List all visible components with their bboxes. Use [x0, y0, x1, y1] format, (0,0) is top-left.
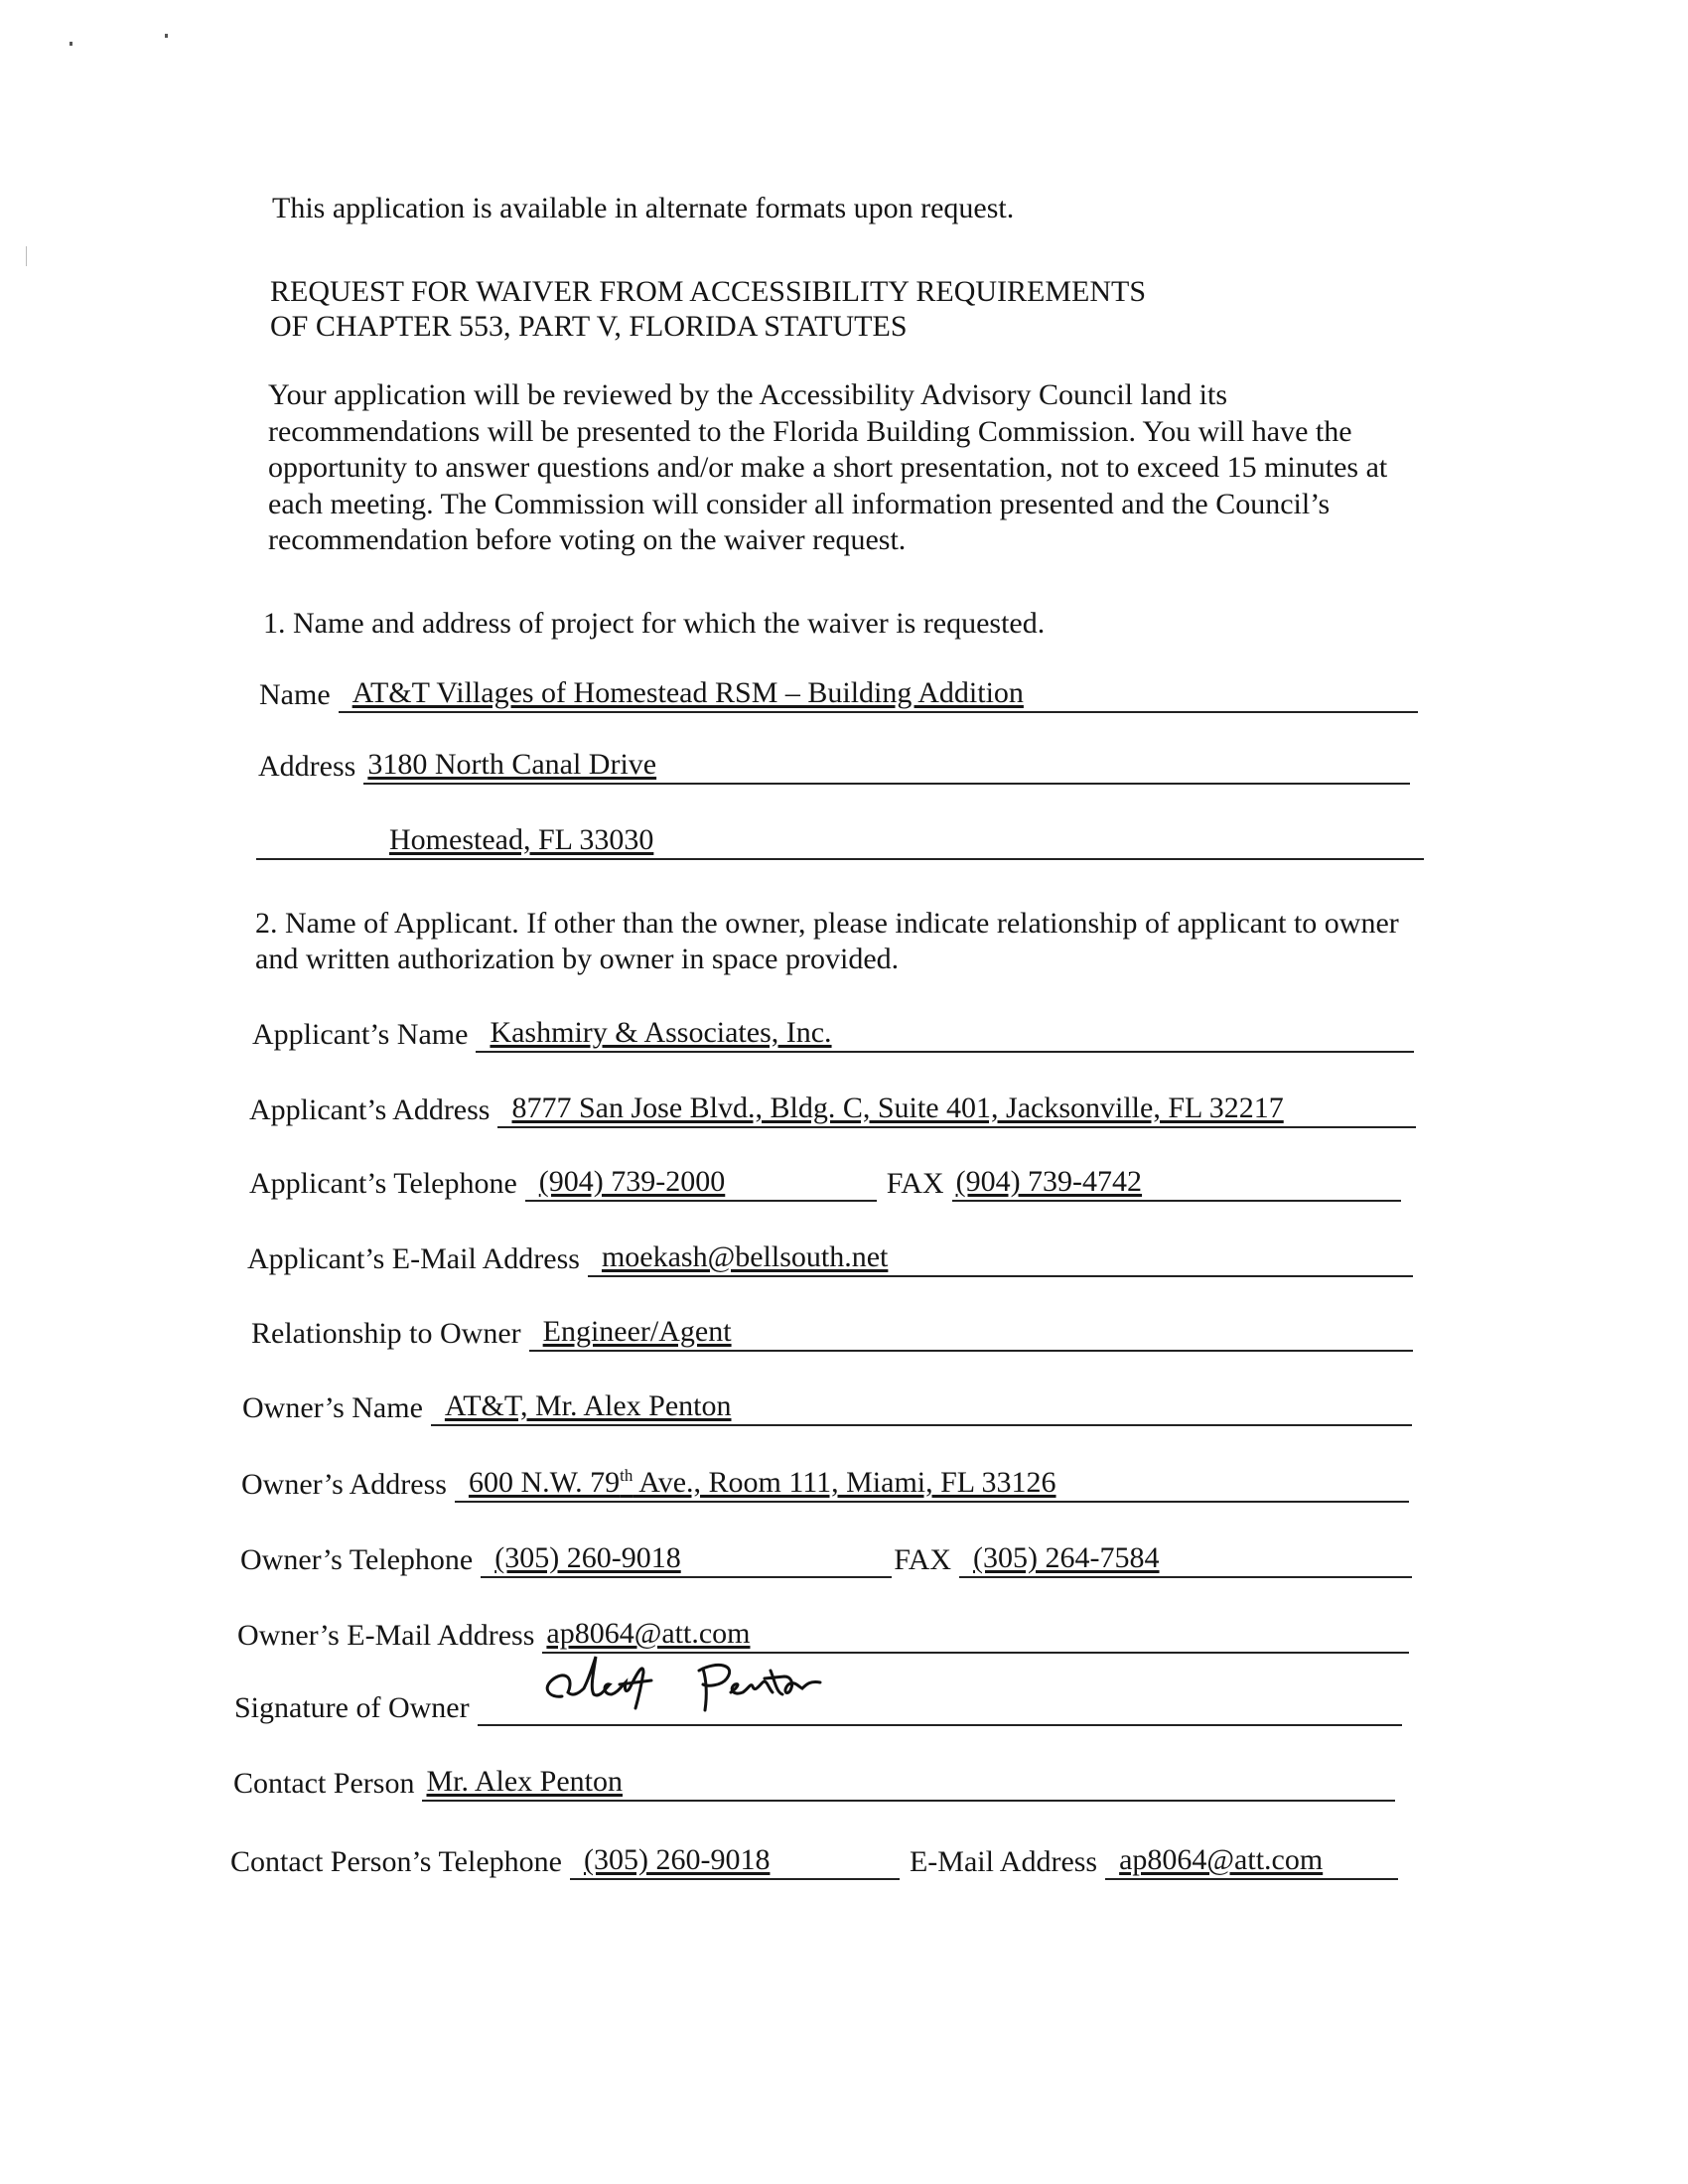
contact-person-line [422, 1764, 1395, 1802]
alternate-format-notice: This application is available in alternate formats upon request. [272, 192, 1015, 224]
applicant-phone-field[interactable] [525, 1164, 877, 1202]
scan-mark [26, 246, 27, 266]
project-address-field[interactable] [258, 747, 1410, 785]
contact-email-value: ap8064@att.com [1119, 1843, 1324, 1876]
applicant-name-value: Kashmiry & Associates, Inc. [490, 1016, 832, 1049]
owner-signature [532, 1649, 870, 1718]
owner-phone-value: (305) 260-9018 [494, 1541, 681, 1574]
owner-address-field[interactable] [241, 1465, 1409, 1503]
form-title-line2: OF CHAPTER 553, PART V, FLORIDA STATUTES [270, 310, 908, 343]
section1-heading: 1. Name and address of project for which the waiver is requested. [263, 607, 1046, 640]
applicant-address-field[interactable] [249, 1091, 1416, 1128]
relationship-label: Relationship to Owner [251, 1317, 521, 1350]
applicant-fax-label: FAX [886, 1167, 944, 1200]
owner-fax-value: (305) 264-7584 [973, 1541, 1160, 1574]
owner-phone-label: Owner’s Telephone [240, 1543, 474, 1576]
project-name-label: Name [259, 678, 331, 711]
owner-address-ordinal: th [620, 1466, 633, 1485]
applicant-fax-field[interactable] [952, 1164, 1401, 1202]
project-name-line [339, 675, 1418, 713]
relationship-line [529, 1314, 1413, 1352]
owner-name-label: Owner’s Name [242, 1391, 423, 1424]
project-address-line2: Homestead, FL 33030 [389, 823, 654, 856]
owner-name-line [431, 1388, 1412, 1426]
contact-phone-label: Contact Person’s Telephone [230, 1845, 562, 1878]
contact-phone-field[interactable] [570, 1842, 900, 1880]
owner-address-value-rest: Ave., Room 111, Miami, FL 33126 [633, 1466, 1056, 1499]
applicant-name-line [476, 1015, 1414, 1053]
scan-speck [70, 42, 72, 46]
applicant-address-label: Applicant’s Address [249, 1093, 491, 1126]
owner-address-label: Owner’s Address [241, 1468, 447, 1501]
intro-paragraph: Your application will be reviewed by the Accessibility Advisory Council land its recommendations will be presented to the Florida Building Commission. You will have the opportunity to answer questions and/or make a short presentation, not to exceed 15 minutes at each meeting. The Commission will consider all information presented and the Council’s recommendation before voting on the waiver request. [268, 378, 1388, 556]
applicant-email-label: Applicant’s E-Mail Address [247, 1242, 580, 1275]
applicant-phone-label: Applicant’s Telephone [249, 1167, 517, 1200]
owner-name-value: AT&T, Mr. Alex Penton [444, 1389, 732, 1422]
applicant-phone-value: (904) 739-2000 [538, 1165, 726, 1198]
applicant-name-field[interactable] [252, 1015, 1414, 1053]
applicant-email-field[interactable] [247, 1239, 1413, 1277]
project-address-line1: 3180 North Canal Drive [367, 748, 657, 781]
contact-person-value: Mr. Alex Penton [426, 1765, 623, 1798]
signature-line [478, 1688, 1402, 1726]
owner-signature-field[interactable] [234, 1688, 1402, 1726]
owner-phone-row [240, 1540, 1412, 1578]
contact-email-label: E-Mail Address [909, 1845, 1098, 1878]
applicant-email-value: moekash@bellsouth.net [601, 1240, 889, 1273]
form-title-line1: REQUEST FOR WAIVER FROM ACCESSIBILITY REQUIREMENTS [270, 275, 1147, 308]
owner-address-line [455, 1465, 1409, 1503]
contact-person-field[interactable] [233, 1764, 1395, 1802]
owner-fax-field[interactable] [959, 1540, 1412, 1578]
project-address-label: Address [258, 750, 356, 783]
applicant-phone-row [249, 1164, 1401, 1202]
owner-email-value: ap8064@att.com [546, 1617, 751, 1650]
scan-speck [165, 34, 168, 38]
owner-name-field[interactable] [242, 1388, 1412, 1426]
owner-fax-label: FAX [894, 1543, 952, 1576]
project-address-line2-field[interactable] [256, 822, 1424, 860]
owner-address-value: 600 N.W. 79 [468, 1466, 621, 1499]
project-address-line [363, 747, 1410, 785]
project-address2-line [256, 822, 1424, 860]
section2-heading: 2. Name of Applicant. If other than the owner, please indicate relationship of applicant to owner and written authorization by owner in space provided. [255, 907, 1399, 975]
contact-phone-row [230, 1842, 1398, 1880]
applicant-email-line [588, 1239, 1413, 1277]
contact-email-field[interactable] [1105, 1842, 1398, 1880]
project-name-field[interactable] [259, 675, 1418, 713]
contact-person-label: Contact Person [233, 1767, 415, 1800]
applicant-address-line [497, 1091, 1416, 1128]
applicant-fax-value: (904) 739-4742 [955, 1165, 1143, 1198]
contact-phone-value: (305) 260-9018 [583, 1843, 771, 1876]
project-name-value: AT&T Villages of Homestead RSM – Building Addition [352, 676, 1024, 709]
applicant-name-label: Applicant’s Name [252, 1018, 469, 1051]
relationship-value: Engineer/Agent [542, 1315, 732, 1348]
relationship-field[interactable] [251, 1314, 1413, 1352]
signature-label: Signature of Owner [234, 1691, 470, 1724]
owner-email-label: Owner’s E-Mail Address [237, 1619, 535, 1652]
applicant-address-value: 8777 San Jose Blvd., Bldg. C, Suite 401, Jacksonville, FL 32217 [511, 1092, 1284, 1124]
owner-phone-field[interactable] [481, 1540, 892, 1578]
